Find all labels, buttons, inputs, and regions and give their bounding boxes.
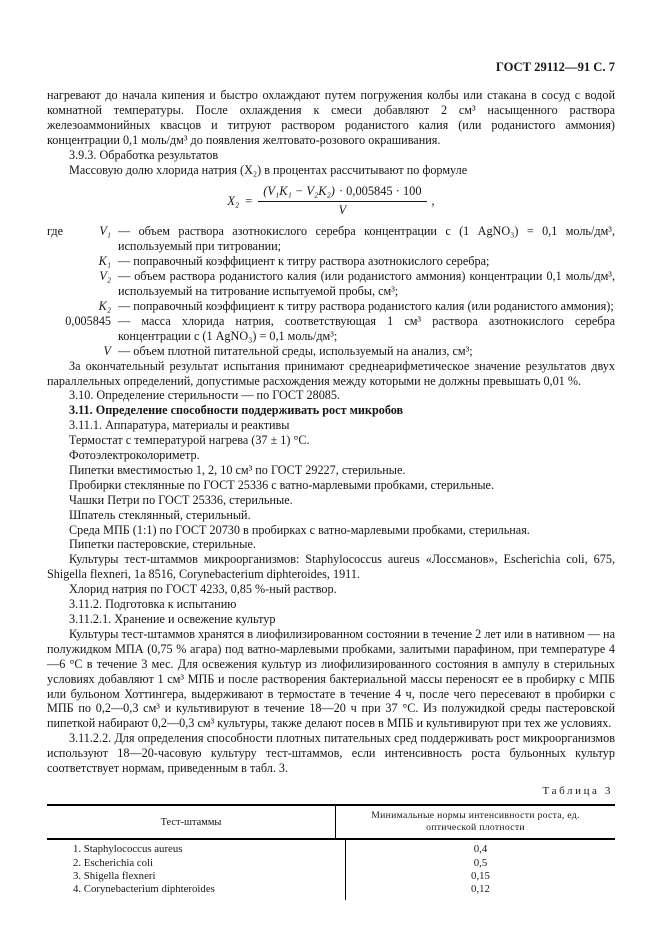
- definition-desc: — масса хлорида натрия, соответствующая 1 см³ раствора азотнокислого серебра концентрации с (1 AgNO₃) = 0,1 моль/дм³;: [118, 313, 615, 343]
- definition-row: [47, 344, 615, 359]
- strain-name: 3. Shigella flexneri: [47, 870, 346, 883]
- table-3: [47, 804, 615, 900]
- definition-desc: — поправочный коэффициент к титру раствора азотнокислого серебра;: [118, 254, 490, 269]
- definition-row: [47, 269, 615, 299]
- definition-term: K₂: [98, 298, 111, 313]
- equipment-item: Пипетки вместимостью 1, 2, 10 см³ по ГОСТ 29227, стерильные.: [69, 462, 406, 477]
- equipment-item: Культуры тест-штаммов микроорганизмов: Staphylococcus aureus «Лоссманов», Escherichia coli, 675, Shigella flexneri, 1a 8516, Corynebacterium diphteroides, 1911.: [47, 552, 615, 582]
- formula-lhs: X₂: [227, 193, 240, 208]
- fraction-denominator: V: [338, 203, 347, 218]
- section-3-10: 3.10. Определение стерильности — по ГОСТ 28085.: [69, 388, 341, 403]
- definition-term: V₂: [99, 269, 111, 284]
- paragraph-continuation: нагревают до начала кипения и быстро охлаждают путем погружения колбы или стакана в сосуд с водой комнатной температуры. После охлаждения к смеси добавляют 2 см³ насыщенного раствора железоаммонийных квасцов и титруют раствором роданистого калия (или роданистого аммония) концентрации 0,1 моль/дм³ до появления желтовато-розового окрашивания.: [47, 88, 615, 147]
- numerator-constants: · 0,005845 · 100: [338, 184, 422, 199]
- formula: [47, 184, 615, 218]
- strain-name: 1. Staphylococcus aureus: [47, 840, 346, 856]
- page-content: [47, 60, 615, 900]
- strain-name: 2. Escherichia coli: [47, 857, 346, 870]
- equipment-item: Пробирки стеклянные по ГОСТ 25336 с ватно-марлевыми пробками, стерильные.: [69, 477, 495, 492]
- strain-value: 0,5: [473, 856, 488, 869]
- fraction-numerator: [258, 184, 426, 202]
- formula-comma: ,: [431, 193, 435, 208]
- table-col2-header: Минимальные нормы интенсивности роста, ед. оптической плотности: [371, 809, 580, 834]
- equipment-item: Чашки Петри по ГОСТ 25336, стерильные.: [69, 492, 293, 507]
- table-row: [47, 883, 615, 899]
- definition-row: [47, 314, 615, 344]
- table-row: [47, 840, 615, 856]
- equipment-item: Среда МПБ (1:1) по ГОСТ 20730 в пробирках с ватно-марлевыми пробками, стерильная.: [69, 522, 530, 537]
- strain-value: 0,12: [471, 882, 490, 895]
- table-header-row: [47, 806, 615, 840]
- equipment-item: Шпатель стеклянный, стерильный.: [69, 507, 251, 522]
- table-body: [47, 840, 615, 899]
- table-col1-header: Тест-штаммы: [47, 806, 336, 838]
- result-paragraph: За окончательный результат испытания принимают среднеарифметическое значение результатов двух параллельных определений, допустимые расхождения между которыми не должны превышать 0,01 %.: [47, 358, 615, 388]
- numerator-variables: (V₁K₁ − V₂K₂): [263, 184, 335, 199]
- equipment-item: Фотоэлектроколориметр.: [69, 448, 200, 463]
- definition-desc: — объем плотной питательной среды, используемый на анализ, см³;: [118, 343, 473, 358]
- definition-term: V₁: [99, 224, 111, 239]
- section-3-11-title: 3.11. Определение способности поддерживать рост микробов: [69, 403, 404, 418]
- definition-row: [47, 224, 615, 254]
- equipment-item: Пипетки пастеровские, стерильные.: [69, 537, 256, 552]
- doc-header: ГОСТ 29112—91 С. 7: [495, 60, 615, 74]
- section-3-11-2-1-title: 3.11.2.1. Хранение и освежение культур: [69, 612, 276, 626]
- formula-equals: =: [245, 193, 253, 208]
- table-label: Таблица 3: [542, 784, 613, 797]
- equipment-item: Термостат с температурой нагрева (37 ± 1) °С.: [69, 433, 310, 448]
- section-3-11-1-title: 3.11.1. Аппаратура, материалы и реактивы: [69, 418, 290, 433]
- table-row: [47, 870, 615, 883]
- definition-desc: — поправочный коэффициент к титру раствора роданистого калия (или роданистого аммония);: [118, 298, 614, 313]
- fraction: [258, 184, 426, 218]
- strain-value: 0,15: [471, 869, 490, 882]
- definition-term: K₁: [98, 254, 111, 269]
- equipment-item: Хлорид натрия по ГОСТ 4233, 0,85 %-ный раствор.: [69, 582, 337, 597]
- section-3-11-2-2-paragraph: 3.11.2.2. Для определения способности плотных питательных сред поддерживать рост микроорганизмов используют 18—20-часовую культуру тест-штаммов, если интенсивность роста бульонных культур соответствует нормам, приведенным в табл. 3.: [47, 731, 615, 776]
- definitions: [47, 224, 615, 358]
- formula-intro: Массовую долю хлорида натрия (X₂) в процентах рассчитывают по формуле: [69, 162, 468, 177]
- cultures-paragraph: Культуры тест-штаммов хранятся в лиофилизированном состоянии в течение 2 лет или в нативном — на полужидком МПА (0,75 % агара) под ватно-марлевыми пробками, залитыми парафином, при температуре 4—6 °С в течение 3 мес. Для освежения культур из лиофилизированного состояния в ампулу в стерильных условиях добавляют 1 см³ МПБ и после растворения бактериальной массы переносят ее в пробирку с МПБ или бульоном Хоттингера, выдерживают в термостате в течение 4 ч, после чего пересевают в пробирки с МПБ по 0,2—0,3 см³ и культивируют в течение 18—20 ч при 37 °С. Из полужидкой среды пастеровской пипеткой набирают 0,2—0,3 см³ культуры, также делают посев в МПБ и культивируют при тех же условиях.: [47, 626, 615, 731]
- section-3-11-2-title: 3.11.2. Подготовка к испытанию: [69, 597, 237, 612]
- table-row: [47, 857, 615, 870]
- where-label: где: [47, 224, 64, 239]
- definition-term: 0,005845: [65, 313, 111, 328]
- strain-name: 4. Corynebacterium diphteroides: [47, 883, 346, 899]
- definition-row: [47, 254, 615, 269]
- section-3-9-3-title: 3.9.3. Обработка результатов: [69, 147, 219, 162]
- definition-desc: — объем раствора роданистого калия (или роданистого аммония) концентрации 0,1 моль/дм³, используемый на титрование испытуемой пробы, см³;: [118, 269, 615, 299]
- strain-value: 0,4: [473, 843, 488, 856]
- definition-term: V: [103, 343, 111, 358]
- definition-desc: — объем раствора азотнокислого серебра концентрации с (1 AgNO₃) = 0,1 моль/дм³, используемый при титровании;: [118, 224, 615, 254]
- definition-row: [47, 299, 615, 314]
